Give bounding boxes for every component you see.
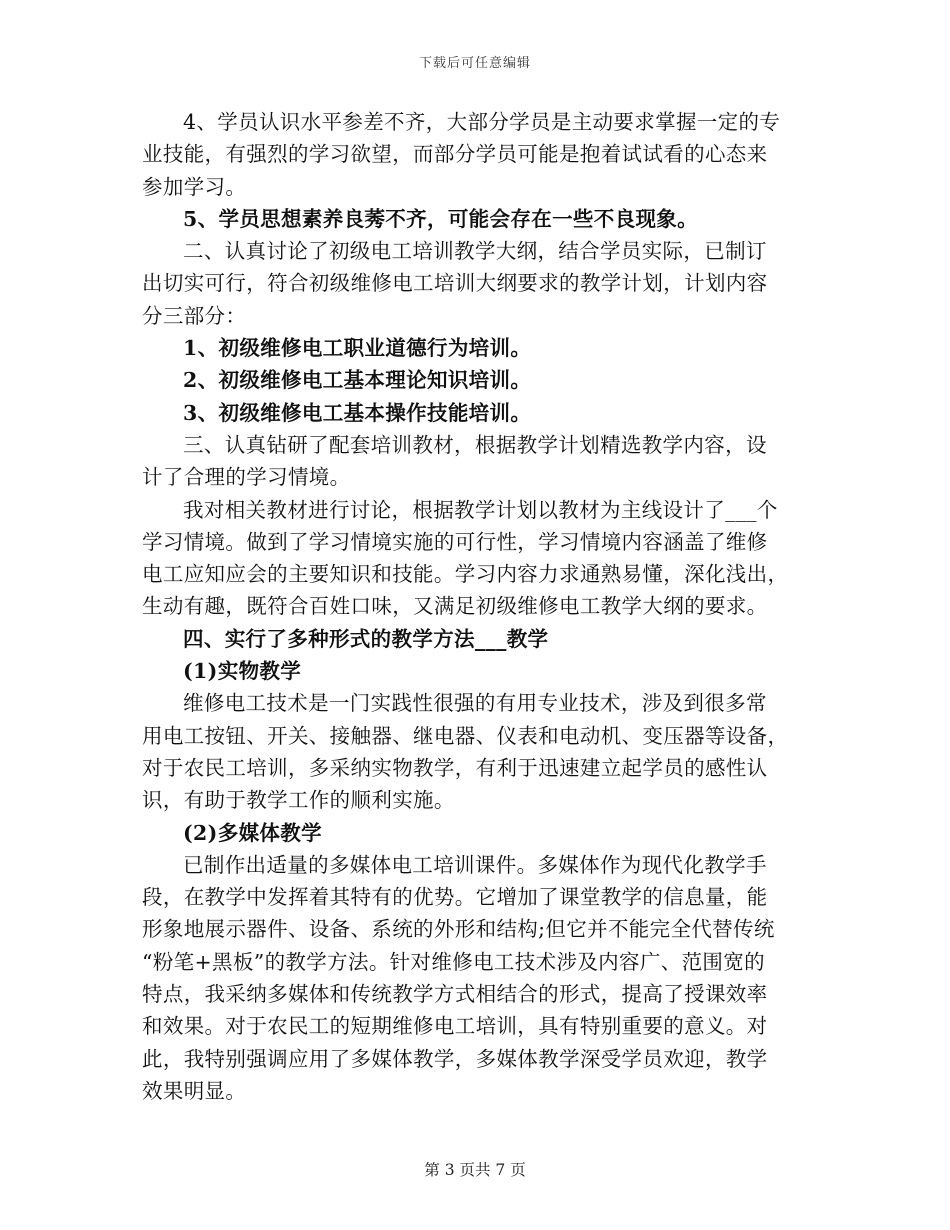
heading-line: 四、实行了多种形式的教学方法___教学 — [183, 626, 549, 651]
text-line: 效果明显。 — [142, 1078, 247, 1103]
text-line: 已制作出适量的多媒体电工培训课件。多媒体作为现代化教学手 — [183, 852, 767, 877]
heading-line: 2、初级维修电工基本理论知识培训。 — [183, 368, 532, 393]
heading-line: 3、初级维修电工基本操作技能培训。 — [183, 400, 532, 425]
heading-line: (1)实物教学 — [183, 659, 302, 684]
text-line: 此，我特别强调应用了多媒体教学，多媒体教学深受学员欢迎，教学 — [142, 1046, 768, 1071]
text-line: 用电工按钮、开关、接触器、继电器、仪表和电动机、变压器等设备， — [142, 723, 789, 748]
text-line: 学习情境。做到了学习情境实施的可行性，学习情境内容涵盖了维修 — [142, 529, 768, 554]
heading-line: 5、学员思想素养良莠不齐，可能会存在一些不良现象。 — [183, 206, 699, 231]
text-line: 生动有趣，既符合百姓口味，又满足初级维修电工教学大纲的要求。 — [142, 594, 768, 619]
text-line: 对于农民工培训，多采纳实物教学，有利于迅速建立起学员的感性认 — [142, 755, 768, 780]
text-line: 业技能，有强烈的学习欲望，而部分学员可能是抱着试试看的心态来 — [142, 142, 768, 167]
text-line: 维修电工技术是一门实践性很强的有用专业技术，涉及到很多常 — [183, 691, 767, 716]
text-line: 电工应知应会的主要知识和技能。学习内容力求通熟易懂，深化浅出， — [142, 562, 789, 587]
text-line: 段，在教学中发挥着其特有的优势。它增加了课堂教学的信息量，能 — [142, 885, 768, 910]
text-line: “粉笔+黑板”的教学方法。针对维修电工技术涉及内容广、范围宽的 — [142, 949, 765, 974]
text-line: 识，有助于教学工作的顺利实施。 — [142, 788, 455, 813]
text-line: 计了合理的学习情境。 — [142, 465, 351, 490]
page-number: 第 3 页共 7 页 — [424, 1161, 526, 1179]
text-line: 形象地展示器件、设备、系统的外形和结构;但它并不能完全代替传统 — [142, 917, 775, 942]
text-line: 二、认真讨论了初级电工培训教学大纲，结合学员实际，已制订 — [183, 239, 767, 264]
page-header: 下载后可任意编辑 — [418, 56, 531, 71]
document-body — [142, 106, 802, 1107]
text-line: 特点，我采纳多媒体和传统教学方式相结合的形式，提高了授课效率 — [142, 982, 768, 1007]
text-line: 和效果。对于农民工的短期维修电工培训，具有特别重要的意义。对 — [142, 1014, 768, 1039]
text-line: 出切实可行，符合初级维修电工培训大纲要求的教学计划，计划内容 — [142, 271, 768, 296]
heading-line: 1、初级维修电工职业道德行为培训。 — [183, 336, 532, 361]
text-line: 4、学员认识水平参差不齐，大部分学员是主动要求掌握一定的专 — [183, 110, 781, 134]
text-line: 分三部分： — [142, 303, 247, 328]
heading-line: (2)多媒体教学 — [183, 820, 322, 845]
text-line: 三、认真钻研了配套培训教材，根据教学计划精选教学内容，设 — [183, 432, 767, 457]
text-line: 我对相关教材进行讨论，根据教学计划以教材为主线设计了___个 — [183, 497, 778, 522]
text-line: 参加学习。 — [142, 174, 247, 199]
